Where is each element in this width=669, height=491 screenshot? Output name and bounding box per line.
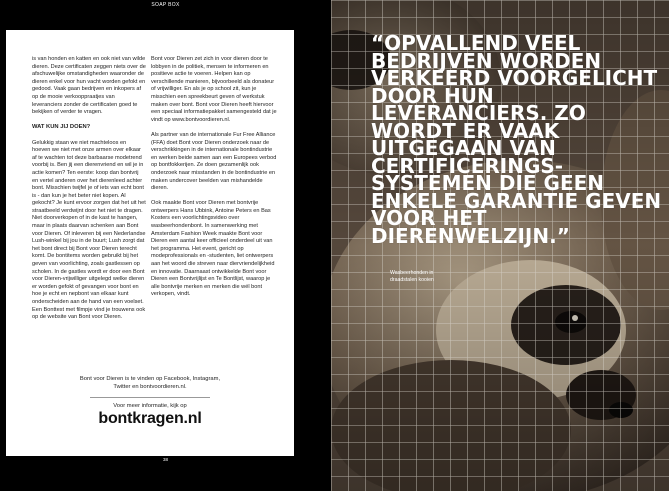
paragraph: Als partner van de internationale Fur Free Alliance (FFA) doet Bont voor Dieren onderzoek naar de verschrikkingen in de internationale bontindustrie en werken beide samen aan een Europees verbod op bontfokkerijen. Ze doen gezamenlijk ook onderzoek naar misstanden in de bontindustrie en maken undercover beelden van mishandelde dieren. <box>151 131 277 192</box>
section-subheading: WAT KUN JIJ DOEN? <box>32 124 91 131</box>
article-column-left <box>32 56 146 329</box>
paragraph: Gelukkig staan we niet machteloos en hoeven we niet met onze armen over elkaar af te wachten tot deze barbaarse modetrend voorbij is. Ben jij een dierenvriend en wil je in actie komen? Ten eerste: koop dan bontvrij en vertel anderen over het dierenleed achter bont. Misschien twijfel je of iets van echt bont is - dan kun je het beter niet kopen. Al gekocht? Je kunt ervoor zorgen dat het uit het straatbeeld verdwijnt door het niet te dragen. Niet doorverkopen of in de kast te hangen, maar in plaats daarvan schenken aan Bont voor Dieren. Of inleveren bij een Nederlandse Lush-winkel bij jou in de buurt; Lush zorgt dat het bont direct bij Bont voor Dieren terecht komt. De bontitems worden gebruikt bij het geven van voorlichting, zoals gastlessen op scholen. In de gastles wordt er door een Bont voor Dieren-vrijwilliger uitgelegd welke dieren er worden gefokt of gevangen voor bont en hoe je echt en nepbont van elkaar kunt onderscheiden aan de hand van een voelset. Een Bonttest met filmpje vind je trouwens ook op de website van Bont voor Dieren. <box>32 139 146 321</box>
photo-page <box>331 0 669 491</box>
website-link[interactable]: bontkragen.nl <box>98 410 202 428</box>
section-header: SOAP BOX <box>151 2 180 8</box>
photo-caption: Wasbeerhonden in draadstalen kooien <box>390 270 434 283</box>
more-info-label: Voor meer informatie, kijk op <box>113 403 187 410</box>
left-page <box>0 0 331 491</box>
article-footer <box>6 376 294 428</box>
article-page <box>6 30 294 456</box>
pull-quote: “OPVALLEND VEEL BEDRIJVEN WORDEN VERKEERD VOORGELICHT DOOR HUN LEVERANCIERS. ZO WORDT ER VAAK UITGEGAAN VAN CERTIFICERINGS-SYSTEMEN DIE GEEN ENKELE GARANTIE GEVEN VOOR HET DIERENWELZIJN.” <box>371 31 662 248</box>
paragraph: Bont voor Dieren zet zich in voor dieren door te lobbyen in de politiek, mensen te informeren en positieve actie te voeren. Helpen kan op verschillende manieren, bijvoorbeeld als donateur of vrijwilliger. En als je op school zit, kun je misschien een spreekbeurt geven of werkstuk maken over bont. Bont voor Dieren heeft hiervoor een speciaal informatiepakket samengesteld dat je vindt op www.bontvoordieren.nl. <box>151 56 277 123</box>
paragraph: Ook maakte Bont voor Dieren met bontvrije ontwerpers Hans Ubbink, Antoine Peters en Bas Kosters een voorlichtingsvideo over wasbeerhondenbont. In samenwerking met Amsterdam Fashion Week maakte Bont voor Dieren een aantal keer officieel onderdeel uit van het programma. Het event, gericht op modeprofessionals en -studenten, liet ontwerpers aan het woord die streven naar diervriendelijkheid en innovatie. Daarnaast ontwikkelde Bont voor Dieren een Bontvrijlijst en Te Bontlijst, waarop je alle bontvrije merken en merken die wél bont verkopen, vindt. <box>151 200 275 298</box>
paragraph: is van honden en katten en ook niet van wilde dieren. Deze certificaten zeggen niets over de afschuwelijke omstandigheden waaronder de dieren enkel voor hun vacht worden gefokt en gedood. Vaak gaan bedrijven en inkopers af op de mooie verkooppraatjes van leveranciers zonder de certificaten goed te bekijken of verder te vragen. <box>32 56 146 116</box>
page-number: 38 <box>162 457 168 462</box>
social-note: Bont voor Dieren is te vinden op Facebook, Instagram, Twitter en bontvoordieren.nl. <box>79 376 221 390</box>
article-column-right <box>151 56 279 307</box>
divider <box>90 397 210 398</box>
